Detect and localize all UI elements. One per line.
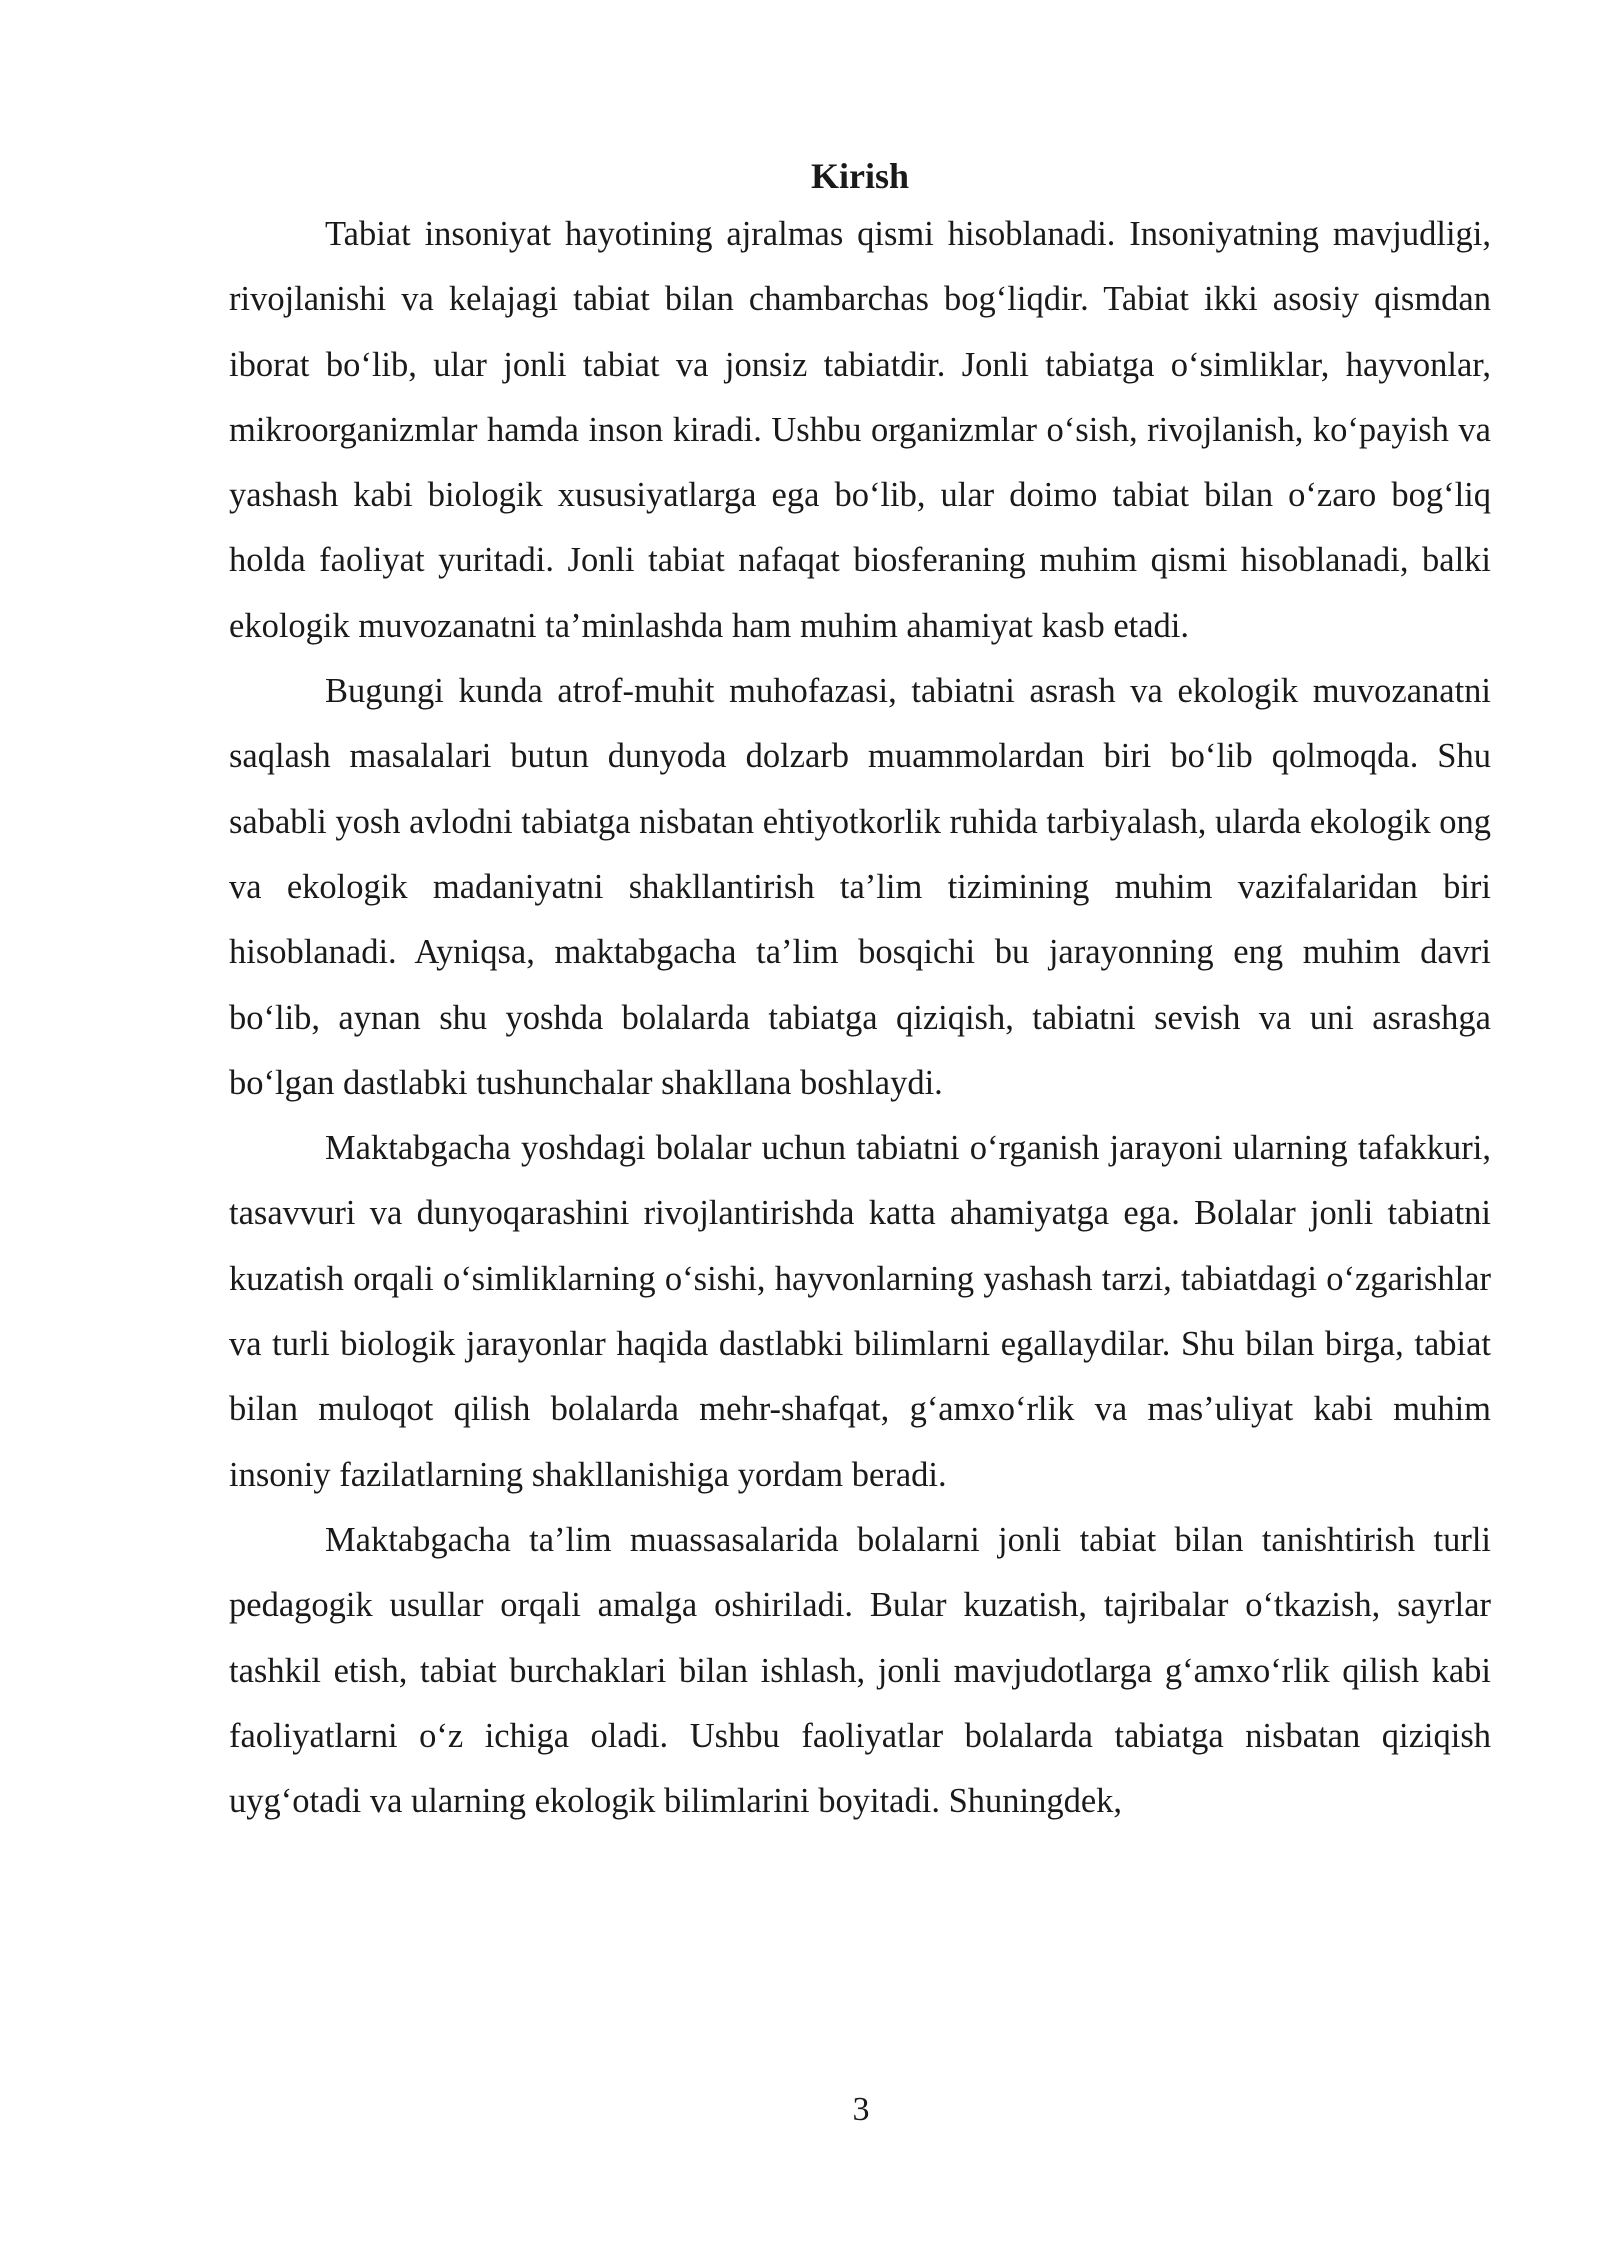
paragraph: Bugungi kunda atrof-muhit muhofazasi, tabiatni asrash va ekologik muvozanatni saqlash masalalari butun dunyoda dolzarb muammolardan biri bo‘lib qolmoqda. Shu sababli yosh avlodni tabiatga nisbatan ehtiyotkorlik ruhida tarbiyalash, ularda ekologik ong va ekologik madaniyatni shakllantirish ta’lim tizimining muhim vazifalaridan biri hisoblanadi. Ayniqsa, maktabgacha ta’lim bosqichi bu jarayonning eng muhim davri bo‘lib, aynan shu yoshda bolalarda tabiatga qiziqish, tabiatni sevish va uni asrashga bo‘lgan dastlabki tushunchalar shakllana boshlaydi.: [229, 672, 1491, 1102]
page-content: [229, 150, 1491, 1834]
paragraph: Tabiat insoniyat hayotining ajralmas qismi hisoblanadi. Insoniyatning mavjudligi, rivojlanishi va kelajagi tabiat bilan chambarchas bog‘liqdir. Tabiat ikki asosiy qismdan iborat bo‘lib, ular jonli tabiat va jonsiz tabiatdir. Jonli tabiatga o‘simliklar, hayvonlar, mikroorganizmlar hamda inson kiradi. Ushbu organizmlar o‘sish, rivojlanish, ko‘payish va yashash kabi biologik xususiyatlarga ega bo‘lib, ular doimo tabiat bilan o‘zaro bog‘liq holda faoliyat yuritadi. Jonli tabiat nafaqat biosferaning muhim qismi hisoblanadi, balki ekologik muvozanatni ta’minlashda ham muhim ahamiyat kasb etadi.: [229, 215, 1491, 645]
section-title: Kirish: [810, 156, 909, 196]
paragraph: Maktabgacha ta’lim muassasalarida bolalarni jonli tabiat bilan tanishtirish turli pedagogik usullar orqali amalga oshiriladi. Bular kuzatish, tajribalar o‘tkazish, sayrlar tashkil etish, tabiat burchaklari bilan ishlash, jonli mavjudotlarga g‘amxo‘rlik qilish kabi faoliyatlarni o‘z ichiga oladi. Ushbu faoliyatlar bolalarda tabiatga nisbatan qiziqish uyg‘otadi va ularning ekologik bilimlarini boyitadi. Shuningdek,: [229, 1520, 1491, 1821]
paragraph: Maktabgacha yoshdagi bolalar uchun tabiatni o‘rganish jarayoni ularning tafakkuri, tasavvuri va dunyoqarashini rivojlantirishda katta ahamiyatga ega. Bolalar jonli tabiatni kuzatish orqali o‘simliklarning o‘sishi, hayvonlarning yashash tarzi, tabiatdagi o‘zgarishlar va turli biologik jarayonlar haqida dastlabki bilimlarni egallaydilar. Shu bilan birga, tabiat bilan muloqot qilish bolalarda mehr-shafqat, g‘amxo‘rlik va mas’uliyat kabi muhim insoniy fazilatlarning shakllanishiga yordam beradi.: [229, 1129, 1491, 1494]
page-number: 3: [852, 2091, 870, 2128]
